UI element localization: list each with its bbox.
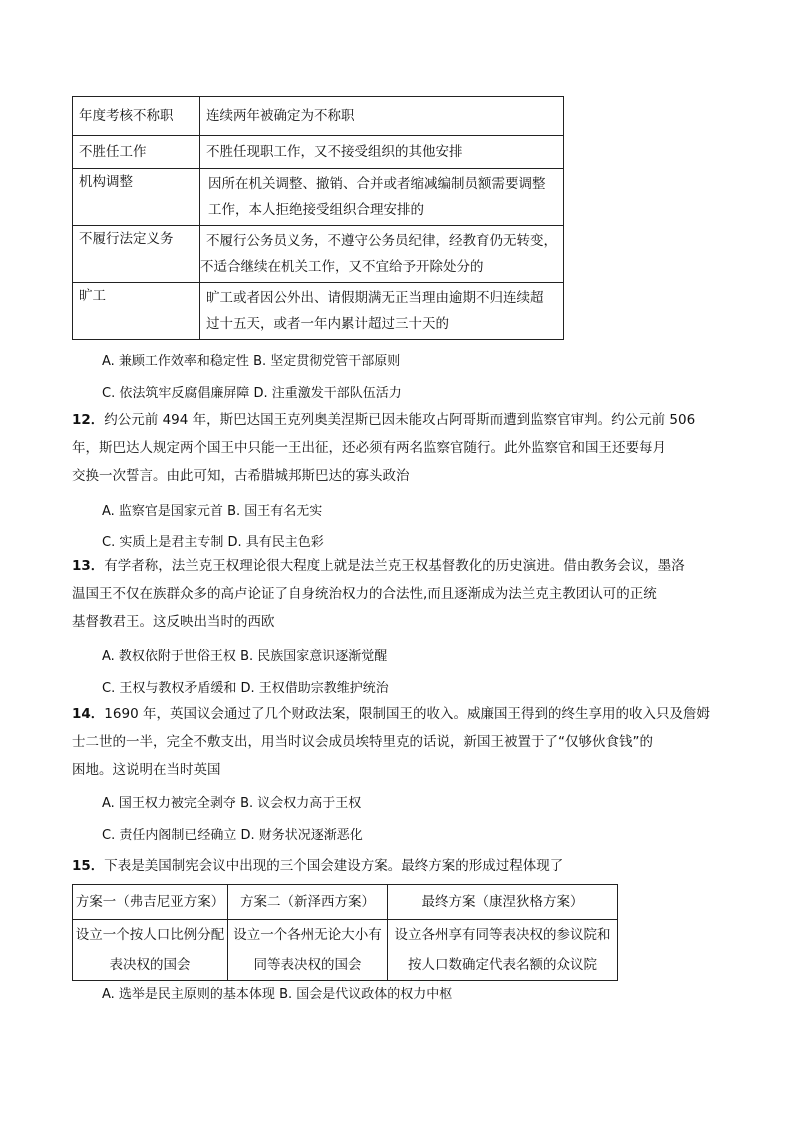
question-line: 士二世的一半，完全不敷支出，用当时议会成员埃特里克的话说，新国王被置于了“仅够伙食钱”的 <box>72 734 653 750</box>
option-c: C. 王权与教权矛盾缓和 <box>102 681 237 696</box>
cell-line: 过十五天，或者一年内累计超过三十天的 <box>206 316 449 332</box>
question-line: 年，斯巴达人规定两个国王中只能一王出征，还必须有两名监察官随行。此外监察官和国王还要每月 <box>72 440 666 456</box>
question-line: 交换一次誓言。由此可知，古希腊城邦斯巴达的寡头政治 <box>72 468 410 484</box>
table-row <box>73 226 564 283</box>
cell-line: 表决权的国会 <box>109 957 191 973</box>
table-cell: 不胜任工作 <box>73 136 200 169</box>
table-cell <box>228 920 388 981</box>
question-12 <box>72 406 712 490</box>
option-d: D. 注重激发干部队伍活力 <box>253 386 402 401</box>
question-line <box>72 700 712 728</box>
congress-plans-table <box>72 884 618 981</box>
question-line <box>72 552 712 580</box>
option-b: B. 议会权力高于王权 <box>240 796 362 811</box>
option-b: B. 国会是代议政体的权力中枢 <box>279 987 453 1002</box>
question-text: 下表是美国制宪会议中出现的三个国会建设方案。最终方案的形成过程体现了 <box>104 858 564 874</box>
question-line: 基督教君王。这反映出当时的西欧 <box>72 614 275 630</box>
option-c: C. 依法筑牢反腐倡廉屏障 <box>102 386 250 401</box>
option-b: B. 国王有名无实 <box>227 504 323 519</box>
q12-options-cd <box>102 531 324 550</box>
cell-line: 不适合继续在机关工作，又不宜给予开除处分的 <box>200 259 484 275</box>
question-number: 12． <box>72 412 105 428</box>
table-cell <box>200 283 564 340</box>
option-d: D. 王权借助宗教维护统治 <box>240 681 389 696</box>
cell-line: 旷工或者因公外出、请假期满无正当理由逾期不归连续超 <box>206 290 544 306</box>
option-b: B. 民族国家意识逐渐觉醒 <box>240 649 388 664</box>
option-b: B. 坚定贯彻党管干部原则 <box>253 354 401 369</box>
question-number: 14． <box>72 706 105 722</box>
cell-line: 不履行公务员义务，不遵守公务员纪律，经教育仍无转变， <box>206 233 557 249</box>
table-cell <box>388 920 618 981</box>
cell-line: 同等表决权的国会 <box>253 957 362 973</box>
cell-line: 设立一个各州无论大小有 <box>233 927 382 943</box>
question-line <box>72 852 712 880</box>
q14-options-ab <box>102 792 361 811</box>
question-text: 1690 年，英国议会通过了几个财政法案，限制国王的收入。威廉国王得到的终生享用的收入只及詹姆 <box>104 706 710 722</box>
question-15 <box>72 852 712 880</box>
table-row <box>73 136 564 169</box>
option-a: A. 国王权力被完全剥夺 <box>102 796 236 811</box>
dismissal-conditions-table <box>72 96 564 340</box>
option-d: D. 财务状况逐渐恶化 <box>240 828 363 843</box>
question-text: 约公元前 494 年，斯巴达国王克列奥美涅斯已因未能攻占阿哥斯而遭到监察官审判。约公元前 506 <box>104 412 696 428</box>
option-d: D. 具有民主色彩 <box>227 535 324 550</box>
table-header: 方案二（新泽西方案） <box>228 885 388 920</box>
option-a: A. 选举是民主原则的基本体现 <box>102 987 275 1002</box>
option-c: C. 责任内阁制已经确立 <box>102 828 237 843</box>
q12-options-ab <box>102 500 322 519</box>
table-row <box>73 920 618 981</box>
table-cell <box>200 169 564 226</box>
table-row <box>73 97 564 136</box>
table-cell: 旷工 <box>73 283 200 340</box>
option-a: A. 监察官是国家元首 <box>102 504 223 519</box>
table-header: 最终方案（康涅狄格方案） <box>388 885 618 920</box>
table-cell: 连续两年被确定为不称职 <box>200 97 564 136</box>
q14-options-cd <box>102 824 363 843</box>
question-line: 困地。这说明在当时英国 <box>72 762 221 778</box>
option-c: C. 实质上是君主专制 <box>102 535 224 550</box>
table-cell: 机构调整 <box>73 169 200 226</box>
table-row <box>73 283 564 340</box>
table-row <box>73 169 564 226</box>
table-cell: 不履行法定义务 <box>73 226 200 283</box>
q11-options-cd <box>102 382 402 401</box>
cell-line: 因所在机关调整、撤销、合并或者缩减编制员额需要调整 <box>208 176 546 192</box>
question-line <box>72 406 712 434</box>
table-header: 方案一（弗吉尼亚方案） <box>73 885 228 920</box>
question-number: 15． <box>72 858 105 874</box>
table-cell <box>73 920 228 981</box>
table-cell <box>200 226 564 283</box>
question-text: 有学者称，法兰克王权理论很大程度上就是法兰克王权基督教化的历史演进。借由教务会议，墨洛 <box>104 558 685 574</box>
cell-line: 按人口数确定代表名额的众议院 <box>408 957 597 973</box>
q13-options-cd <box>102 677 389 696</box>
question-13 <box>72 552 712 636</box>
table-cell: 不胜任现职工作，又不接受组织的其他安排 <box>200 136 564 169</box>
cell-line: 设立一个按人口比例分配 <box>75 927 225 943</box>
cell-line: 工作，本人拒绝接受组织合理安排的 <box>208 202 424 218</box>
question-line: 温国王不仅在族群众多的高卢论证了自身统治权力的合法性,而且逐渐成为法兰克主教团认可的正统 <box>72 586 657 602</box>
option-a: A. 教权依附于世俗王权 <box>102 649 236 664</box>
table-cell: 年度考核不称职 <box>73 97 200 136</box>
table-header-row <box>73 885 618 920</box>
cell-line: 设立各州享有同等表决权的参议院和 <box>394 927 611 943</box>
question-number: 13． <box>72 558 105 574</box>
question-14 <box>72 700 712 784</box>
q11-options-ab <box>102 350 400 369</box>
q13-options-ab <box>102 645 387 664</box>
q15-options-ab <box>102 983 452 1002</box>
option-a: A. 兼顾工作效率和稳定性 <box>102 354 249 369</box>
